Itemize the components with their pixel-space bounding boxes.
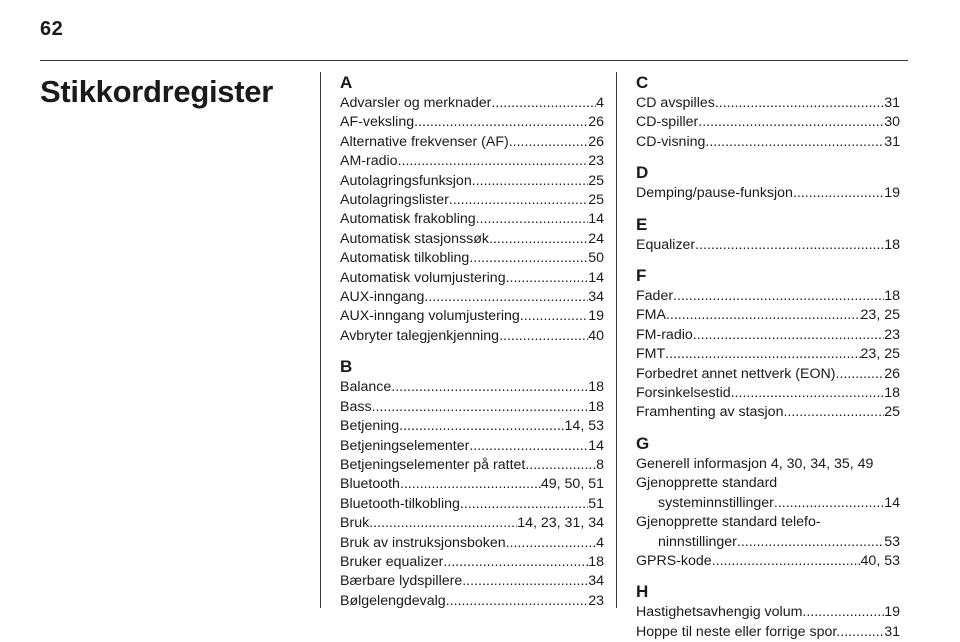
dot-leader bbox=[698, 113, 884, 132]
index-entry-pages: 4 bbox=[596, 534, 604, 551]
index-entry bbox=[636, 403, 900, 422]
index-entry bbox=[340, 172, 604, 191]
index-entry bbox=[340, 572, 604, 591]
section-letter: D bbox=[636, 163, 649, 183]
dot-leader bbox=[705, 133, 884, 152]
dot-leader bbox=[666, 306, 861, 325]
index-entry bbox=[636, 384, 900, 403]
dot-leader bbox=[520, 307, 588, 326]
index-entry bbox=[340, 288, 604, 307]
index-entry bbox=[636, 494, 900, 513]
index-entry-term: AUX-inngang bbox=[340, 289, 425, 306]
index-entry-pages: 14, 23, 31, 34 bbox=[517, 515, 604, 532]
dot-leader bbox=[476, 210, 589, 229]
column-divider-2 bbox=[616, 72, 617, 608]
page-number: 62 bbox=[40, 18, 64, 40]
index-entry-pages: 18 bbox=[884, 385, 900, 402]
index-entry-term: AUX-inngang volumjustering bbox=[340, 308, 520, 325]
index-entry-pages: 24 bbox=[588, 230, 604, 247]
dot-leader bbox=[398, 152, 589, 171]
index-entry-term: Balance bbox=[340, 379, 392, 396]
index-entry-term: Betjeningselementer bbox=[340, 437, 470, 454]
dot-leader bbox=[695, 236, 884, 255]
index-entry bbox=[340, 553, 604, 572]
index-entry-pages: 50 bbox=[588, 250, 604, 267]
dot-leader bbox=[499, 327, 588, 346]
index-entry-pages: 18 bbox=[588, 398, 604, 415]
index-entry-term: CD-visning bbox=[636, 133, 706, 150]
index-entry bbox=[340, 133, 604, 152]
dot-leader bbox=[462, 572, 588, 591]
index-entry bbox=[636, 94, 900, 113]
dot-leader bbox=[673, 287, 884, 306]
index-entry-pages: 23 bbox=[884, 326, 900, 343]
index-entry-term: Bølgelengdevalg bbox=[340, 592, 446, 609]
index-entry-pages: 49, 50, 51 bbox=[540, 476, 604, 493]
index-entry bbox=[636, 236, 900, 255]
dot-leader bbox=[693, 326, 884, 345]
dot-leader bbox=[472, 172, 589, 191]
index-entry-term: GPRS-kode bbox=[636, 552, 712, 569]
index-entry-term: Bærbare lydspillere bbox=[340, 573, 463, 590]
index-entry bbox=[636, 326, 900, 345]
dot-leader bbox=[491, 94, 596, 113]
index-section bbox=[340, 72, 604, 346]
index-entry-term: Fader bbox=[636, 288, 674, 305]
index-entry bbox=[636, 552, 900, 571]
index-entry bbox=[340, 417, 604, 436]
index-entry bbox=[340, 437, 604, 456]
index-entry-term: Gjenopprette standard bbox=[636, 475, 778, 492]
index-entry-pages: 26 bbox=[884, 365, 900, 382]
dot-leader bbox=[446, 592, 589, 611]
index-entry-term: Automatisk tilkobling bbox=[340, 250, 470, 267]
index-column-2 bbox=[636, 72, 900, 642]
index-entry-term: FMT bbox=[636, 346, 666, 363]
index-entry-term: Betjeningselementer på rattet bbox=[340, 456, 526, 473]
index-entry-pages: 18 bbox=[588, 379, 604, 396]
index-entry-pages: 23 bbox=[588, 592, 604, 609]
index-entry-term: Bluetooth bbox=[340, 476, 400, 493]
index-entry bbox=[636, 365, 900, 384]
dot-leader bbox=[840, 623, 884, 642]
index-entry bbox=[340, 249, 604, 268]
index-entry-term: Generell informasjon 4, 30, 34, 35, 49 bbox=[636, 455, 874, 472]
index-entry bbox=[340, 456, 604, 475]
index-entry-term: Avbryter talegjenkjenning bbox=[340, 327, 500, 344]
dot-leader bbox=[372, 398, 589, 417]
page-title: Stikkordregister bbox=[40, 74, 273, 109]
index-entry-term: AF-veksling bbox=[340, 114, 415, 131]
index-entry bbox=[340, 230, 604, 249]
index-entry-term: Gjenopprette standard telefo- bbox=[636, 514, 821, 531]
index-entry bbox=[340, 191, 604, 210]
index-entry-term: systeminnstillinger bbox=[658, 494, 774, 511]
section-letter: E bbox=[636, 214, 648, 234]
index-entry-pages: 34 bbox=[588, 573, 604, 590]
index-entry-term: Bruk bbox=[340, 515, 370, 532]
index-entry bbox=[340, 269, 604, 288]
index-entry-pages: 14 bbox=[588, 269, 604, 286]
index-entry-pages: 40, 53 bbox=[860, 552, 900, 569]
dot-leader bbox=[469, 249, 588, 268]
index-entry-term: Demping/pause-funksjon bbox=[636, 185, 793, 202]
index-entry-term: FM-radio bbox=[636, 326, 693, 343]
dot-leader bbox=[712, 552, 861, 571]
index-entry bbox=[636, 603, 900, 622]
index-entry-pages: 31 bbox=[884, 133, 900, 150]
index-entry-term: Bruker equalizer bbox=[340, 553, 444, 570]
index-entry bbox=[340, 327, 604, 346]
index-entry bbox=[340, 398, 604, 417]
index-entry bbox=[340, 514, 604, 533]
index-entry-pages: 18 bbox=[588, 553, 604, 570]
index-column-1 bbox=[340, 72, 604, 611]
index-entry-term: Betjening bbox=[340, 418, 400, 435]
dot-leader bbox=[731, 384, 885, 403]
index-entry-term: Advarsler og merknader bbox=[340, 95, 492, 111]
index-section bbox=[636, 72, 900, 152]
dot-leader bbox=[783, 403, 884, 422]
dot-leader bbox=[400, 475, 541, 494]
index-entry-term: Bluetooth-tilkobling bbox=[340, 495, 460, 512]
dot-leader bbox=[460, 495, 588, 514]
index-entry-term: Alternative frekvenser (AF) bbox=[340, 133, 509, 150]
index-entry-pages: 34 bbox=[588, 289, 604, 306]
section-letter: H bbox=[636, 582, 649, 602]
index-entry-pages: 18 bbox=[884, 236, 900, 253]
section-letter: B bbox=[340, 357, 353, 377]
index-entry-term: Automatisk volumjustering bbox=[340, 269, 506, 286]
section-letter: G bbox=[636, 433, 650, 453]
index-entry bbox=[636, 287, 900, 306]
section-letter: C bbox=[636, 73, 649, 92]
index-entry-pages: 31 bbox=[884, 95, 900, 111]
index-entry-term: Framhenting av stasjon bbox=[636, 404, 784, 421]
index-entry-pages: 25 bbox=[588, 172, 604, 189]
index-entry-pages: 31 bbox=[884, 623, 900, 640]
dot-leader bbox=[424, 288, 588, 307]
index-section bbox=[636, 265, 900, 423]
index-entry bbox=[636, 623, 900, 642]
index-entry-pages: 26 bbox=[588, 114, 604, 131]
section-letter: F bbox=[636, 266, 647, 286]
index-entry-pages: 19 bbox=[884, 604, 900, 621]
index-entry bbox=[340, 210, 604, 229]
section-letter: A bbox=[340, 73, 353, 92]
index-entry bbox=[636, 533, 900, 552]
dot-leader bbox=[836, 365, 885, 384]
index-entry-pages: 18 bbox=[884, 288, 900, 305]
dot-leader bbox=[506, 534, 597, 553]
index-entry bbox=[340, 113, 604, 132]
dot-leader bbox=[449, 191, 588, 210]
dot-leader bbox=[802, 603, 884, 622]
index-entry-pages: 14 bbox=[884, 494, 900, 511]
index-entry bbox=[636, 113, 900, 132]
index-entry bbox=[636, 133, 900, 152]
index-entry-pages: 23, 25 bbox=[860, 346, 900, 363]
index-entry-term: CD avspilles bbox=[636, 95, 715, 111]
index-entry-pages: 8 bbox=[596, 456, 604, 473]
dot-leader bbox=[443, 553, 588, 572]
index-entry-pages: 25 bbox=[884, 404, 900, 421]
dot-leader bbox=[665, 345, 860, 364]
dot-leader bbox=[525, 456, 596, 475]
index-entry-pages: 23, 25 bbox=[860, 307, 900, 324]
index-entry-pages: 51 bbox=[588, 495, 604, 512]
index-section bbox=[340, 356, 604, 611]
dot-leader bbox=[506, 269, 589, 288]
index-entry-pages: 14 bbox=[588, 437, 604, 454]
index-entry-term: Hastighetsavhengig volum bbox=[636, 604, 803, 621]
index-entry-pages: 26 bbox=[588, 133, 604, 150]
index-entry-term: Autolagringsfunksjon bbox=[340, 172, 472, 189]
dot-leader bbox=[369, 514, 517, 533]
index-entry bbox=[636, 345, 900, 364]
index-entry-pages: 19 bbox=[884, 185, 900, 202]
index-entry bbox=[636, 184, 900, 203]
dot-leader bbox=[414, 113, 588, 132]
index-entry-term: Automatisk frakobling bbox=[340, 211, 476, 228]
index-entry-pages: 40 bbox=[588, 327, 604, 344]
dot-leader bbox=[737, 533, 884, 552]
dot-leader bbox=[774, 494, 884, 513]
index-entry-term: Bass bbox=[340, 398, 372, 415]
index-entry-pages: 25 bbox=[588, 192, 604, 209]
index-entry-term: FMA bbox=[636, 307, 666, 324]
index-entry-pages: 23 bbox=[588, 153, 604, 170]
dot-leader bbox=[469, 437, 588, 456]
index-entry-pages: 30 bbox=[884, 114, 900, 131]
index-entry bbox=[340, 592, 604, 611]
index-entry bbox=[340, 152, 604, 171]
index-entry bbox=[340, 378, 604, 397]
index-entry-term: Equalizer bbox=[636, 236, 696, 253]
dot-leader bbox=[489, 230, 588, 249]
dot-leader bbox=[715, 94, 884, 113]
index-entry-pages: 53 bbox=[884, 533, 900, 550]
index-entry-term: ninnstillinger bbox=[658, 533, 737, 550]
header-rule bbox=[40, 60, 908, 61]
index-entry bbox=[340, 307, 604, 326]
dot-leader bbox=[399, 417, 564, 436]
dot-leader bbox=[509, 133, 588, 152]
index-section bbox=[636, 433, 900, 571]
index-entry bbox=[340, 534, 604, 553]
index-entry-pages: 4 bbox=[596, 95, 604, 111]
index-entry-term: Forbedret annet nettverk (EON) bbox=[636, 365, 836, 382]
index-section bbox=[636, 214, 900, 255]
index-entry-term: Hoppe til neste eller forrige spor. bbox=[636, 623, 841, 640]
index-entry-pages: 14, 53 bbox=[564, 418, 604, 435]
dot-leader bbox=[391, 378, 588, 397]
index-entry-term: CD-spiller bbox=[636, 114, 699, 131]
index-entry bbox=[340, 495, 604, 514]
index-entry-term: Autolagringslister bbox=[340, 192, 449, 209]
index-entry-pages: 14 bbox=[588, 211, 604, 228]
index-entry bbox=[636, 306, 900, 325]
index-entry bbox=[340, 475, 604, 494]
index-section bbox=[636, 581, 900, 642]
index-entry-term: AM-radio bbox=[340, 153, 398, 170]
index-entry-term: Automatisk stasjonssøk bbox=[340, 230, 490, 247]
index-entry bbox=[340, 94, 604, 113]
index-entry-term: Forsinkelsestid bbox=[636, 385, 731, 402]
index-entry-term: Bruk av instruksjonsboken bbox=[340, 534, 506, 551]
index-section bbox=[636, 162, 900, 203]
dot-leader bbox=[793, 184, 884, 203]
index-entry-pages: 19 bbox=[588, 308, 604, 325]
column-divider-1 bbox=[320, 72, 321, 608]
